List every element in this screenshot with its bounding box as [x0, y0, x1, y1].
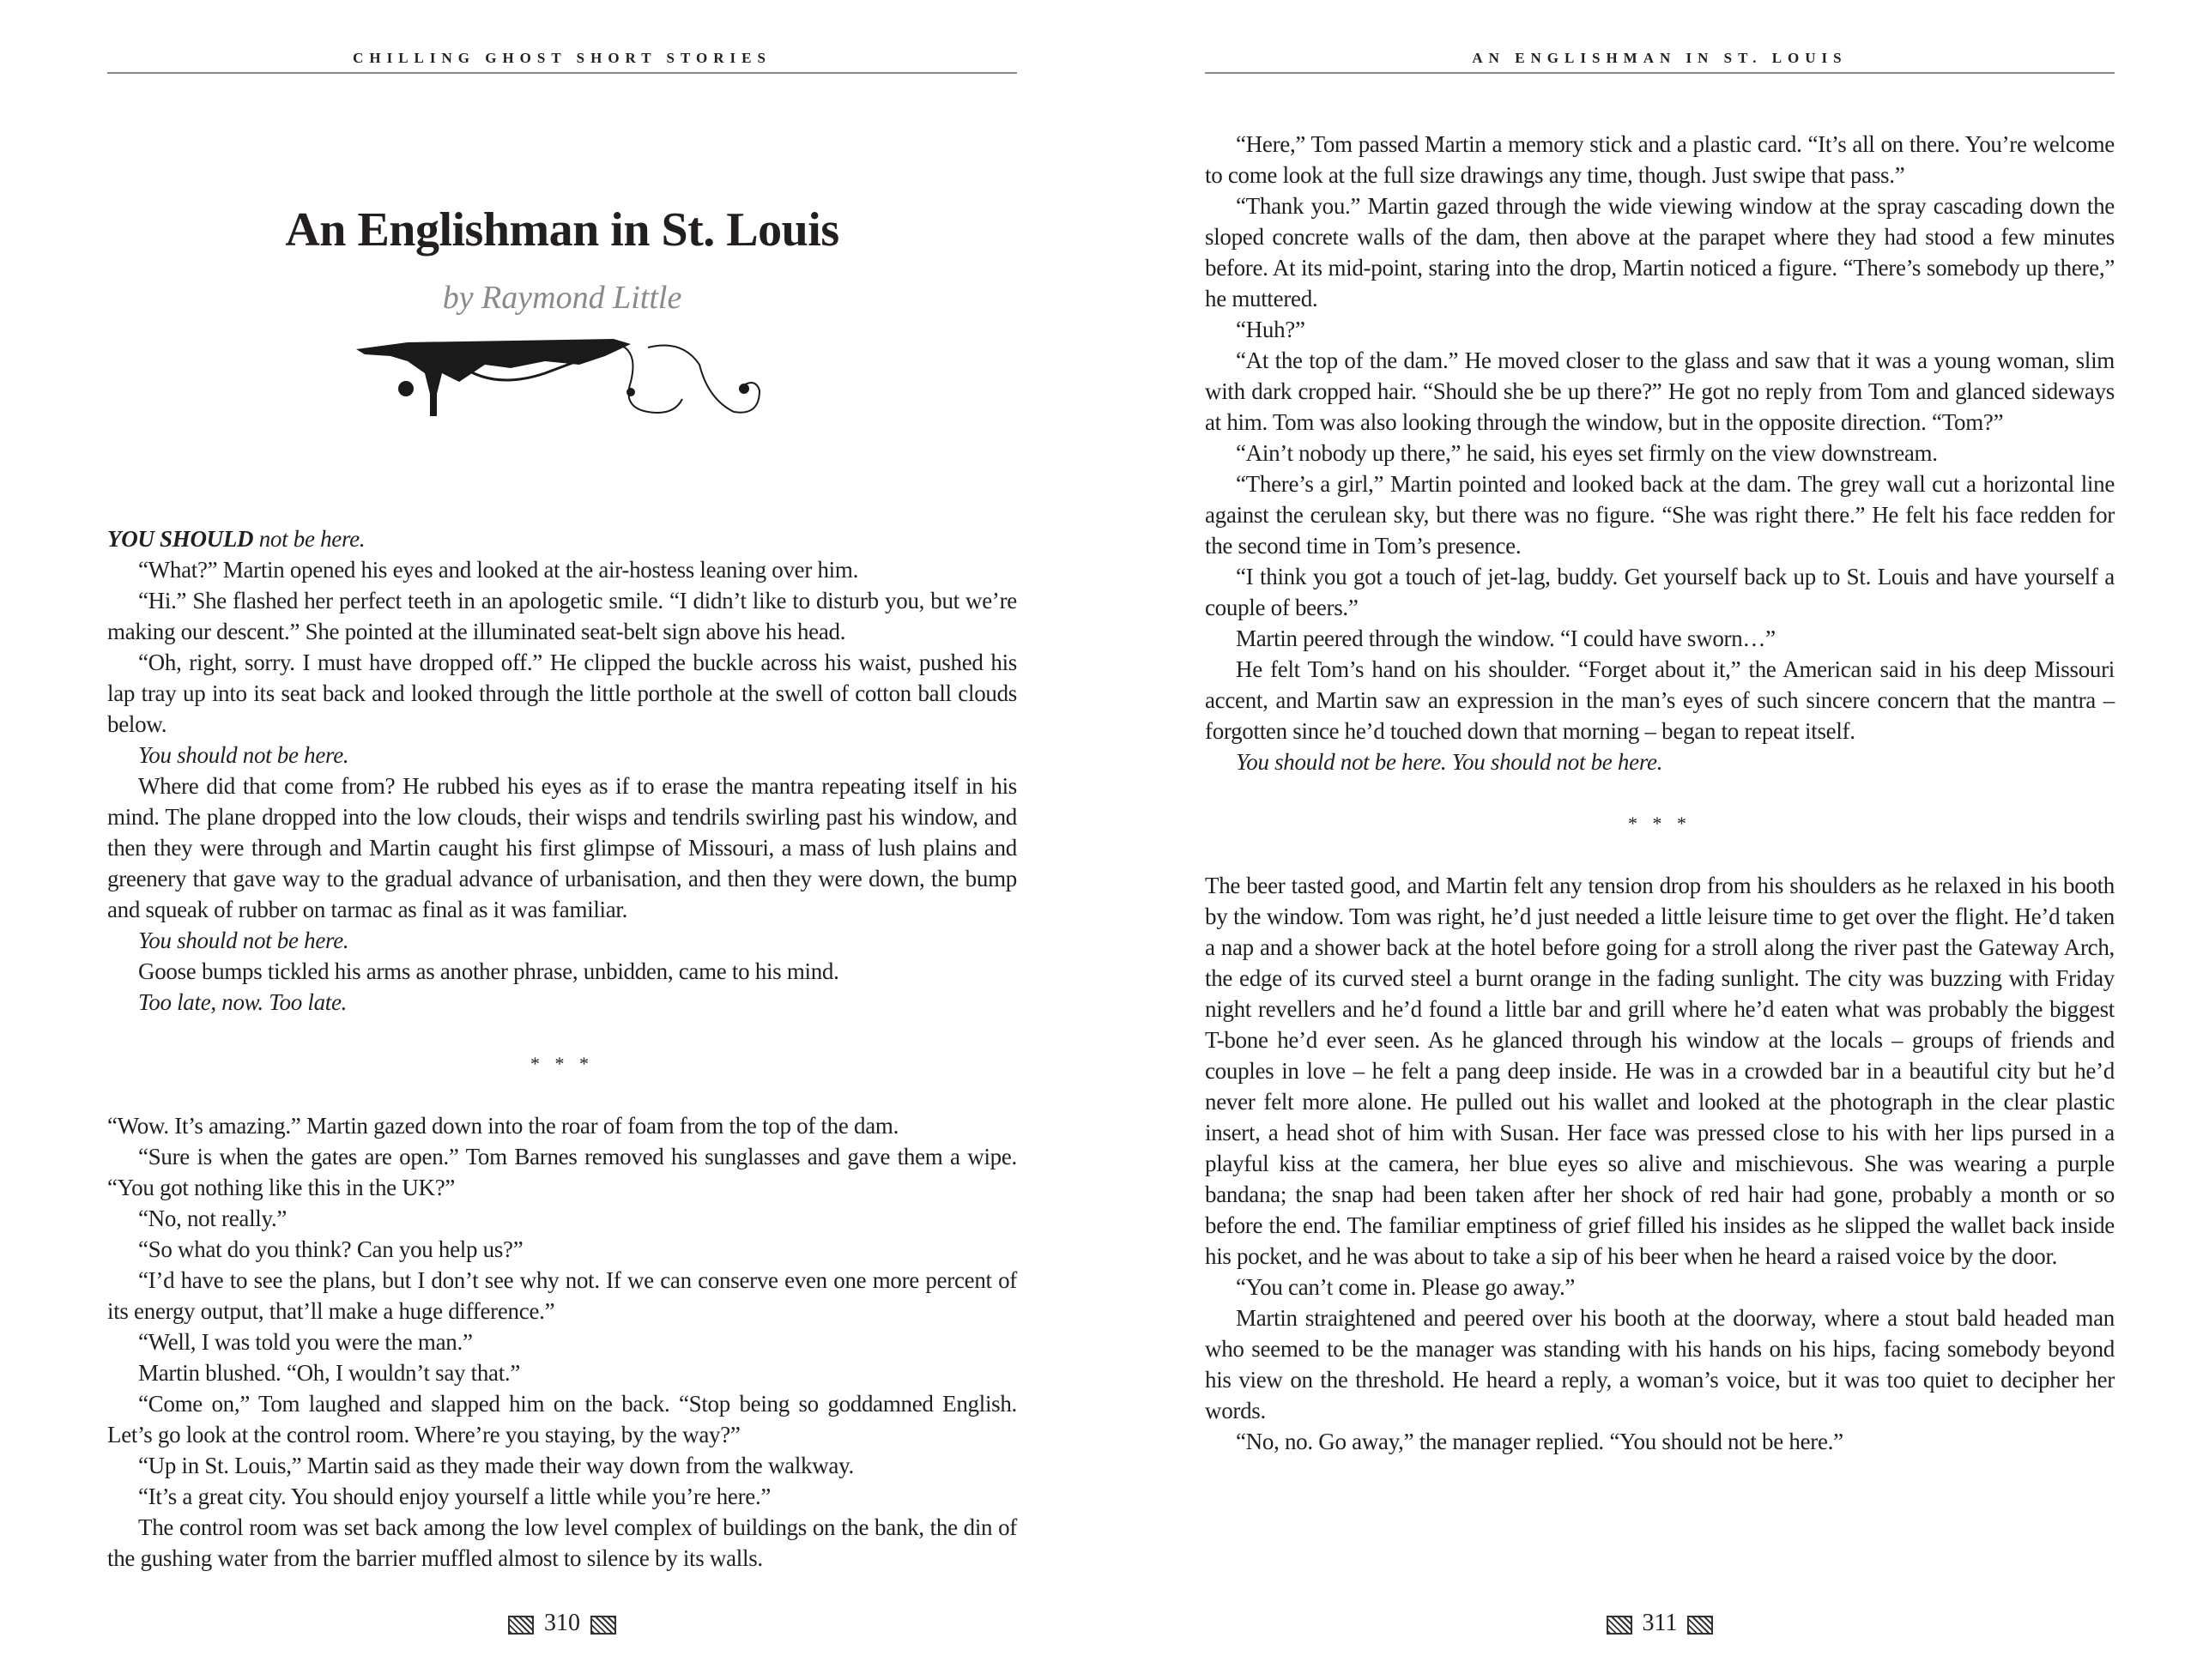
header-rule	[107, 72, 1017, 74]
ink-splash-ornament-icon	[356, 330, 768, 425]
story-text	[107, 523, 1017, 1574]
paragraph: “So what do you think? Can you help us?”	[138, 1236, 524, 1262]
paragraph: “Ain’t nobody up there,” he said, his eyes set firmly on the view downstream.	[1236, 440, 1938, 466]
paragraph: Goose bumps tickled his arms as another phrase, unbidden, came to his mind.	[138, 958, 839, 984]
page-number	[1205, 1610, 2115, 1637]
paragraph: “No, not really.”	[138, 1206, 287, 1231]
page-number-text: 310	[544, 1610, 580, 1636]
paragraph: The control room was set back among the low level complex of buildings on the bank, the din of the gushing water from the barrier muffled almost to silence by its walls.	[107, 1514, 1017, 1571]
paragraph: “Thank you.” Martin gazed through the wide viewing window at the spray cascading down the sloped concrete walls of the dam, then above at the parapet where they had stood a few minutes before. At its mid-point, staring into the drop, Martin noticed a figure. “There’s somebody up there,” he muttered.	[1205, 193, 2115, 311]
paragraph: Martin blushed. “Oh, I wouldn’t say that.”	[138, 1360, 521, 1386]
paragraph: “I think you got a touch of jet-lag, buddy. Get yourself back up to St. Louis and have yourself a couple of beers.”	[1205, 564, 2115, 620]
paragraph: “Come on,” Tom laughed and slapped him on the back. “Stop being so goddamned English. Let’s go look at the control room. Where’re you staying, by the way?”	[107, 1391, 1017, 1447]
opening-small-caps: YOU SHOULD	[107, 526, 254, 552]
header-rule	[1205, 72, 2115, 74]
paragraph: Martin peered through the window. “I could have sworn…”	[1236, 625, 1776, 651]
paragraph: “You can’t come in. Please go away.”	[1236, 1274, 1576, 1300]
page-number	[107, 1610, 1017, 1637]
right-page	[1205, 0, 2115, 1680]
folio-ornament-icon	[1607, 1616, 1632, 1635]
folio-ornament-icon	[508, 1616, 534, 1635]
story-text	[1205, 129, 2115, 1457]
paragraph: You should not be here.	[138, 928, 349, 953]
paragraph: “Well, I was told you were the man.”	[138, 1329, 473, 1355]
paragraph: “Hi.” She flashed her perfect teeth in an apologetic smile. “I didn’t like to disturb you, but we’re making our descent.” She pointed at the illuminated seat-belt sign above his head.	[107, 588, 1017, 644]
folio-ornament-icon	[1687, 1616, 1713, 1635]
section-break: * * *	[530, 1053, 594, 1074]
page-number-text: 311	[1642, 1610, 1678, 1636]
paragraph: “I’d have to see the plans, but I don’t see why not. If we can conserve even one more percent of its energy output, that’ll make a huge difference.”	[107, 1267, 1017, 1324]
paragraph: “Here,” Tom passed Martin a memory stick and a plastic card. “It’s all on there. You’re welcome to come look at the full size drawings any time, though. Just swipe that pass.”	[1205, 131, 2115, 188]
story-title: An Englishman in St. Louis	[285, 203, 839, 257]
paragraph: Martin straightened and peered over his booth at the doorway, where a stout bald headed man who seemed to be the manager was standing with his hands on his hips, facing somebody beyond his view on the threshold. He heard a reply, a woman’s voice, but it was too quiet to decipher her words.	[1205, 1305, 2115, 1423]
running-head: CHILLING GHOST SHORT STORIES	[353, 50, 772, 66]
paragraph: Where did that come from? He rubbed his eyes as if to erase the mantra repeating itself in his mind. The plane dropped into the low clouds, their wisps and tendrils swirling past his window, and then they were through and Martin caught his first glimpse of Missouri, a mass of lush plains and greenery that gave way to the gradual advance of urbanisation, and then they were down, the bump and squeak of rubber on tarmac as final as it was familiar.	[107, 773, 1017, 922]
folio-ornament-icon	[590, 1616, 616, 1635]
paragraph: “Wow. It’s amazing.” Martin gazed down into the roar of foam from the top of the dam.	[107, 1113, 899, 1139]
left-page	[107, 0, 1017, 1680]
paragraph: “At the top of the dam.” He moved closer to the glass and saw that it was a young woman, slim with dark cropped hair. “Should she be up there?” He got no reply from Tom and glanced sideways at him. Tom was also looking through the window, but in the opposite direction. “Tom?”	[1205, 347, 2115, 435]
opening-rest: not be here.	[253, 526, 366, 552]
paragraph: “Oh, right, sorry. I must have dropped off.” He clipped the buckle across his waist, pushed his lap tray up into its seat back and looked through the little porthole at the swell of cotton ball clouds below.	[107, 650, 1017, 737]
paragraph: “Huh?”	[1236, 317, 1305, 342]
paragraph: You should not be here.	[138, 742, 349, 768]
paragraph: The beer tasted good, and Martin felt any tension drop from his shoulders as he relaxed in his booth by the window. Tom was right, he’d just needed a little leisure time to get over the flight. He’d taken a nap and a shower back at the hotel before going for a stroll along the river past the Gateway Arch, the edge of its curved steel a burnt orange in the fading sunlight. The city was buzzing with Friday night revellers and he’d found a little bar and grill where he’d eaten what was probably the biggest T-bone he’d ever seen. As he glanced through his window at the locals – groups of friends and couples in love – he felt a pang deep inside. He was in a crowded bar in a beautiful city but he’d never felt more alone. He pulled out his wallet and looked at the photograph in the clear plastic insert, a head shot of him with Susan. Her face was pressed close to his with her lips pursed in a playful kiss at the camera, her blue eyes so alive and mischievous. She was wearing a purple bandana; the snap had been taken after her shock of red hair had gone, probably a month or so before the end. The familiar emptiness of grief filled his insides as he slipped the wallet back inside his pocket, and he was about to take a sip of his beer when he heard a raised voice by the door.	[1205, 873, 2115, 1269]
paragraph: “Up in St. Louis,” Martin said as they made their way down from the walkway.	[138, 1453, 855, 1478]
paragraph: You should not be here. You should not be here.	[1236, 749, 1663, 775]
paragraph: “There’s a girl,” Martin pointed and looked back at the dam. The grey wall cut a horizontal line against the cerulean sky, but there was no figure. “She was right there.” He felt his face redden for the second time in Tom’s presence.	[1205, 471, 2115, 559]
paragraph: “What?” Martin opened his eyes and looked at the air-hostess leaning over him.	[138, 557, 859, 583]
paragraph: Too late, now. Too late.	[138, 989, 348, 1015]
opening-paragraph	[107, 523, 1017, 554]
story-author: by Raymond Little	[442, 280, 682, 316]
section-break: * * *	[1628, 813, 1692, 834]
running-head: AN ENGLISHMAN IN ST. LOUIS	[1472, 50, 1848, 66]
paragraph: “Sure is when the gates are open.” Tom Barnes removed his sunglasses and gave them a wipe. “You got nothing like this in the UK?”	[107, 1144, 1017, 1200]
paragraph: He felt Tom’s hand on his shoulder. “Forget about it,” the American said in his deep Missouri accent, and Martin saw an expression in the man’s eyes of such sincere concern that the mantra – forgotten since he’d touched down that morning – began to repeat itself.	[1205, 656, 2115, 744]
paragraph: “It’s a great city. You should enjoy yourself a little while you’re here.”	[138, 1484, 772, 1509]
paragraph: “No, no. Go away,” the manager replied. “You should not be here.”	[1236, 1429, 1843, 1454]
